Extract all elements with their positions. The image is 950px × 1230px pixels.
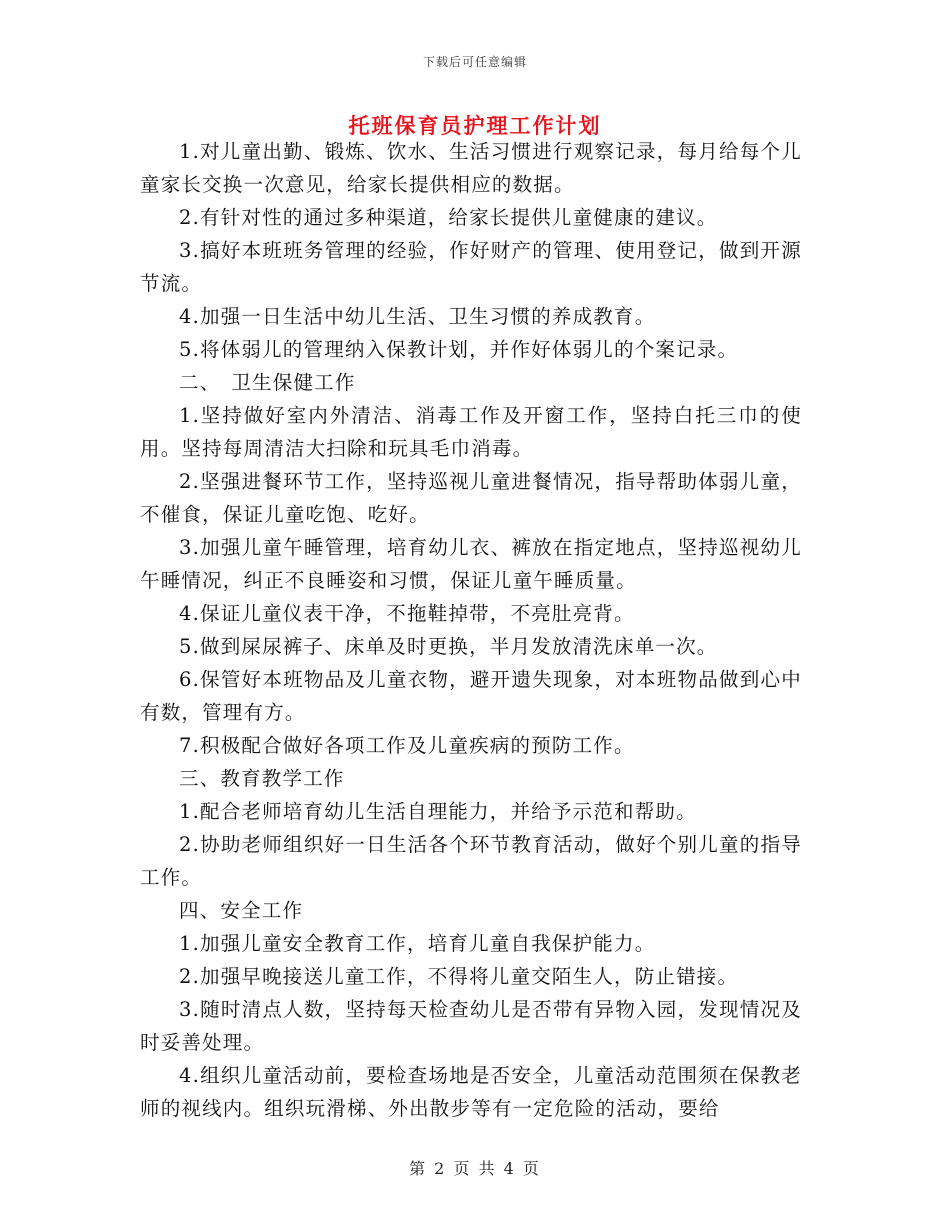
paragraph: 7.积极配合做好各项工作及儿童疾病的预防工作。 (179, 734, 635, 757)
paragraph: 3.加强儿童午睡管理，培育幼儿衣、裤放在指定地点，坚持巡视幼儿午睡情况，纠正不良睡姿和习惯，保证儿童午睡质量。 (140, 536, 802, 592)
paragraph: 2.有针对性的通过多种渠道，给家长提供儿童健康的建议。 (179, 206, 718, 229)
section-heading: 二、 卫生保健工作 (179, 371, 356, 394)
paragraph: 1.配合老师培育幼儿生活自理能力，并给予示范和帮助。 (179, 800, 697, 823)
paragraph: 1.对儿童出勤、锻炼、饮水、生活习惯进行观察记录，每月给每个儿童家长交换一次意见，给家长提供相应的数据。 (140, 140, 802, 196)
paragraph: 2.协助老师组织好一日生活各个环节教育活动，做好个别儿童的指导工作。 (140, 833, 802, 889)
header-note: 下载后可任意编辑 (422, 55, 527, 69)
section-heading: 四、安全工作 (179, 899, 304, 922)
paragraph: 5.将体弱儿的管理纳入保教计划，并作好体弱儿的个案记录。 (179, 338, 739, 361)
paragraph: 3.搞好本班班务管理的经验，作好财产的管理、使用登记，做到开源节流。 (140, 239, 802, 295)
page-number-footer: 第 2 页 共 4 页 (409, 1159, 541, 1178)
section-heading: 三、教育教学工作 (179, 767, 345, 790)
paragraph: 4.加强一日生活中幼儿生活、卫生习惯的养成教育。 (179, 305, 656, 328)
document-body (140, 135, 802, 1125)
paragraph: 2.加强早晚接送儿童工作，不得将儿童交陌生人，防止错接。 (179, 965, 739, 988)
paragraph: 6.保管好本班物品及儿童衣物，避开遗失现象，对本班物品做到心中有数，管理有方。 (140, 668, 802, 724)
paragraph: 1.加强儿童安全教育工作，培育儿童自我保护能力。 (179, 932, 656, 955)
paragraph: 2.坚强进餐环节工作，坚持巡视儿童进餐情况，指导帮助体弱儿童，不催食，保证儿童吃饱、吃好。 (140, 470, 802, 526)
paragraph: 1.坚持做好室内外清洁、消毒工作及开窗工作，坚持白托三巾的使用。坚持每周清洁大扫除和玩具毛巾消毒。 (140, 404, 802, 460)
paragraph: 3.随时清点人数，坚持每天检查幼儿是否带有异物入园，发现情况及时妥善处理。 (140, 998, 802, 1054)
paragraph: 4.保证儿童仪表干净，不拖鞋掉带，不亮肚亮背。 (179, 602, 635, 625)
document-title: 托班保育员护理工作计划 (348, 114, 602, 138)
paragraph: 4.组织儿童活动前，要检查场地是否安全，儿童活动范围须在保教老师的视线内。组织玩滑梯、外出散步等有一定危险的活动，要给 (140, 1064, 802, 1120)
paragraph: 5.做到屎尿裤子、床单及时更换，半月发放清洗床单一次。 (179, 635, 718, 658)
